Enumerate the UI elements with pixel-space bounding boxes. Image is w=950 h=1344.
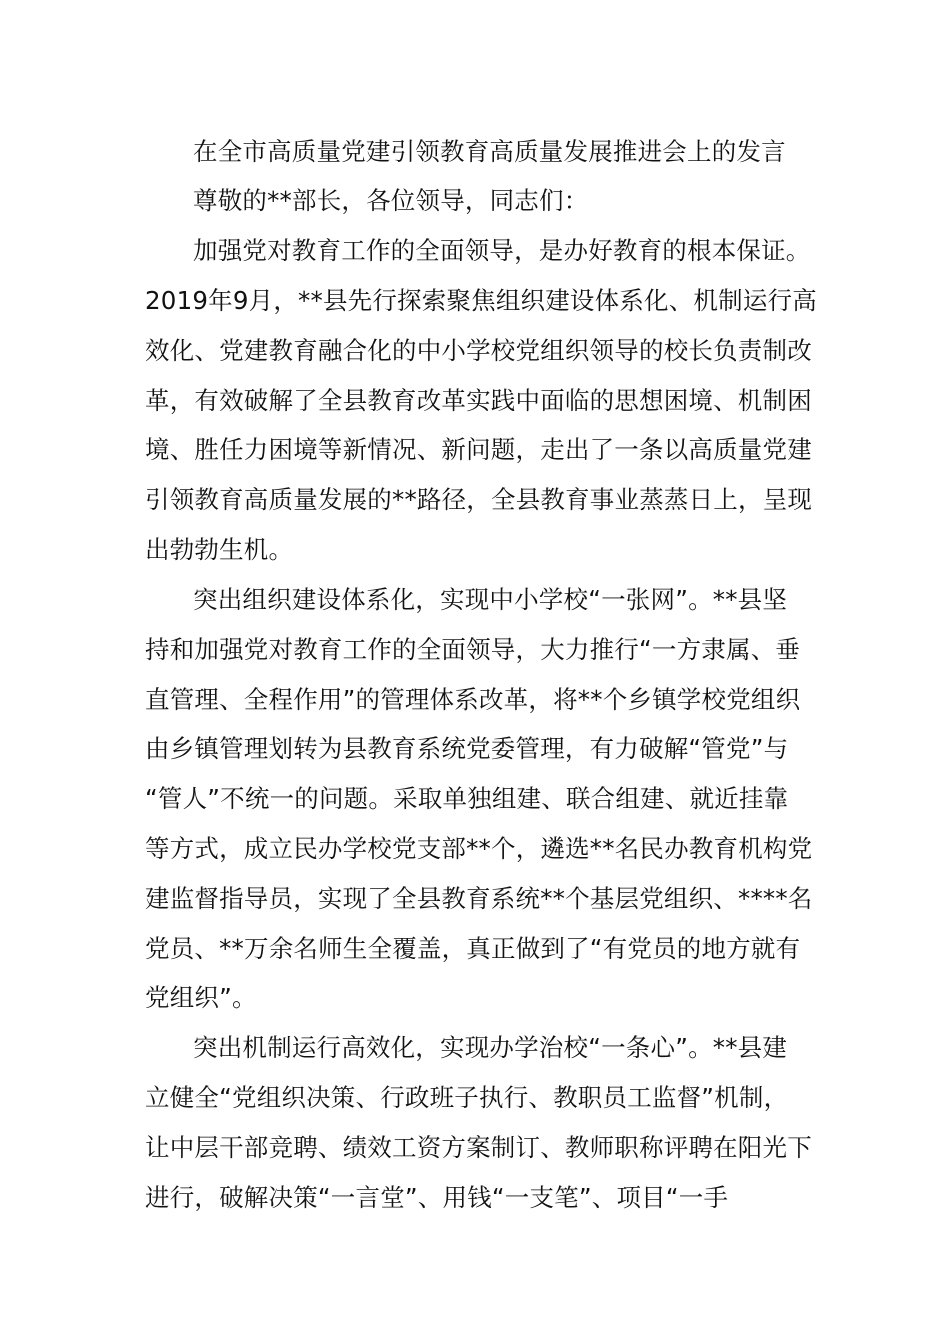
body-line: 持和加强党对教育工作的全面领导，大力推行“一方隶属、垂 xyxy=(145,635,801,664)
body-line: 立健全“党组织决策、行政班子执行、教职员工监督”机制， xyxy=(145,1083,789,1112)
body-line: 让中层干部竞聘、绩效工资方案制订、教师职称评聘在阳光下 xyxy=(145,1133,812,1162)
body-line: 党员、**万余名师生全覆盖，真正做到了“有党员的地方就有 xyxy=(145,934,801,963)
body-line: 效化、党建教育融合化的中小学校党组织领导的校长负责制改 xyxy=(145,336,812,365)
body-line: 建监督指导员，实现了全县教育系统**个基层党组织、****名 xyxy=(145,884,813,913)
body-line: 出勃勃生机。 xyxy=(145,535,294,564)
body-line: 党组织”。 xyxy=(145,983,257,1012)
body-line: 直管理、全程作用”的管理体系改革，将**个乡镇学校党组织 xyxy=(145,685,801,714)
body-line: 突出组织建设体系化，实现中小学校“一张网”。**县坚 xyxy=(193,585,788,614)
body-line: “管人”不统一的问题。采取单独组建、联合组建、就近挂靠 xyxy=(145,784,789,813)
body-line: 革，有效破解了全县教育改革实践中面临的思想困境、机制困 xyxy=(145,386,812,415)
body-line: 突出机制运行高效化，实现办学治校“一条心”。**县建 xyxy=(193,1033,788,1062)
body-line: 加强党对教育工作的全面领导，是办好教育的根本保证。 xyxy=(193,236,811,265)
body-line: 引领教育高质量发展的**路径，全县教育事业蒸蒸日上，呈现 xyxy=(145,485,813,514)
body-line: 2019年9月，**县先行探索聚焦组织建设体系化、机制运行高 xyxy=(145,286,817,315)
body-line: 等方式，成立民办学校党支部**个，遴选**名民办教育机构党 xyxy=(145,834,813,863)
salutation: 尊敬的**部长，各位领导，同志们： xyxy=(193,186,589,215)
body-line: 境、胜任力困境等新情况、新问题，走出了一条以高质量党建 xyxy=(145,435,812,464)
document-title: 在全市高质量党建引领教育高质量发展推进会上的发言 xyxy=(193,137,786,166)
body-line: 由乡镇管理划转为县教育系统党委管理，有力破解“管党”与 xyxy=(145,734,789,763)
body-line: 进行，破解决策“一言堂”、用钱“一支笔”、项目“一手 xyxy=(145,1183,729,1212)
